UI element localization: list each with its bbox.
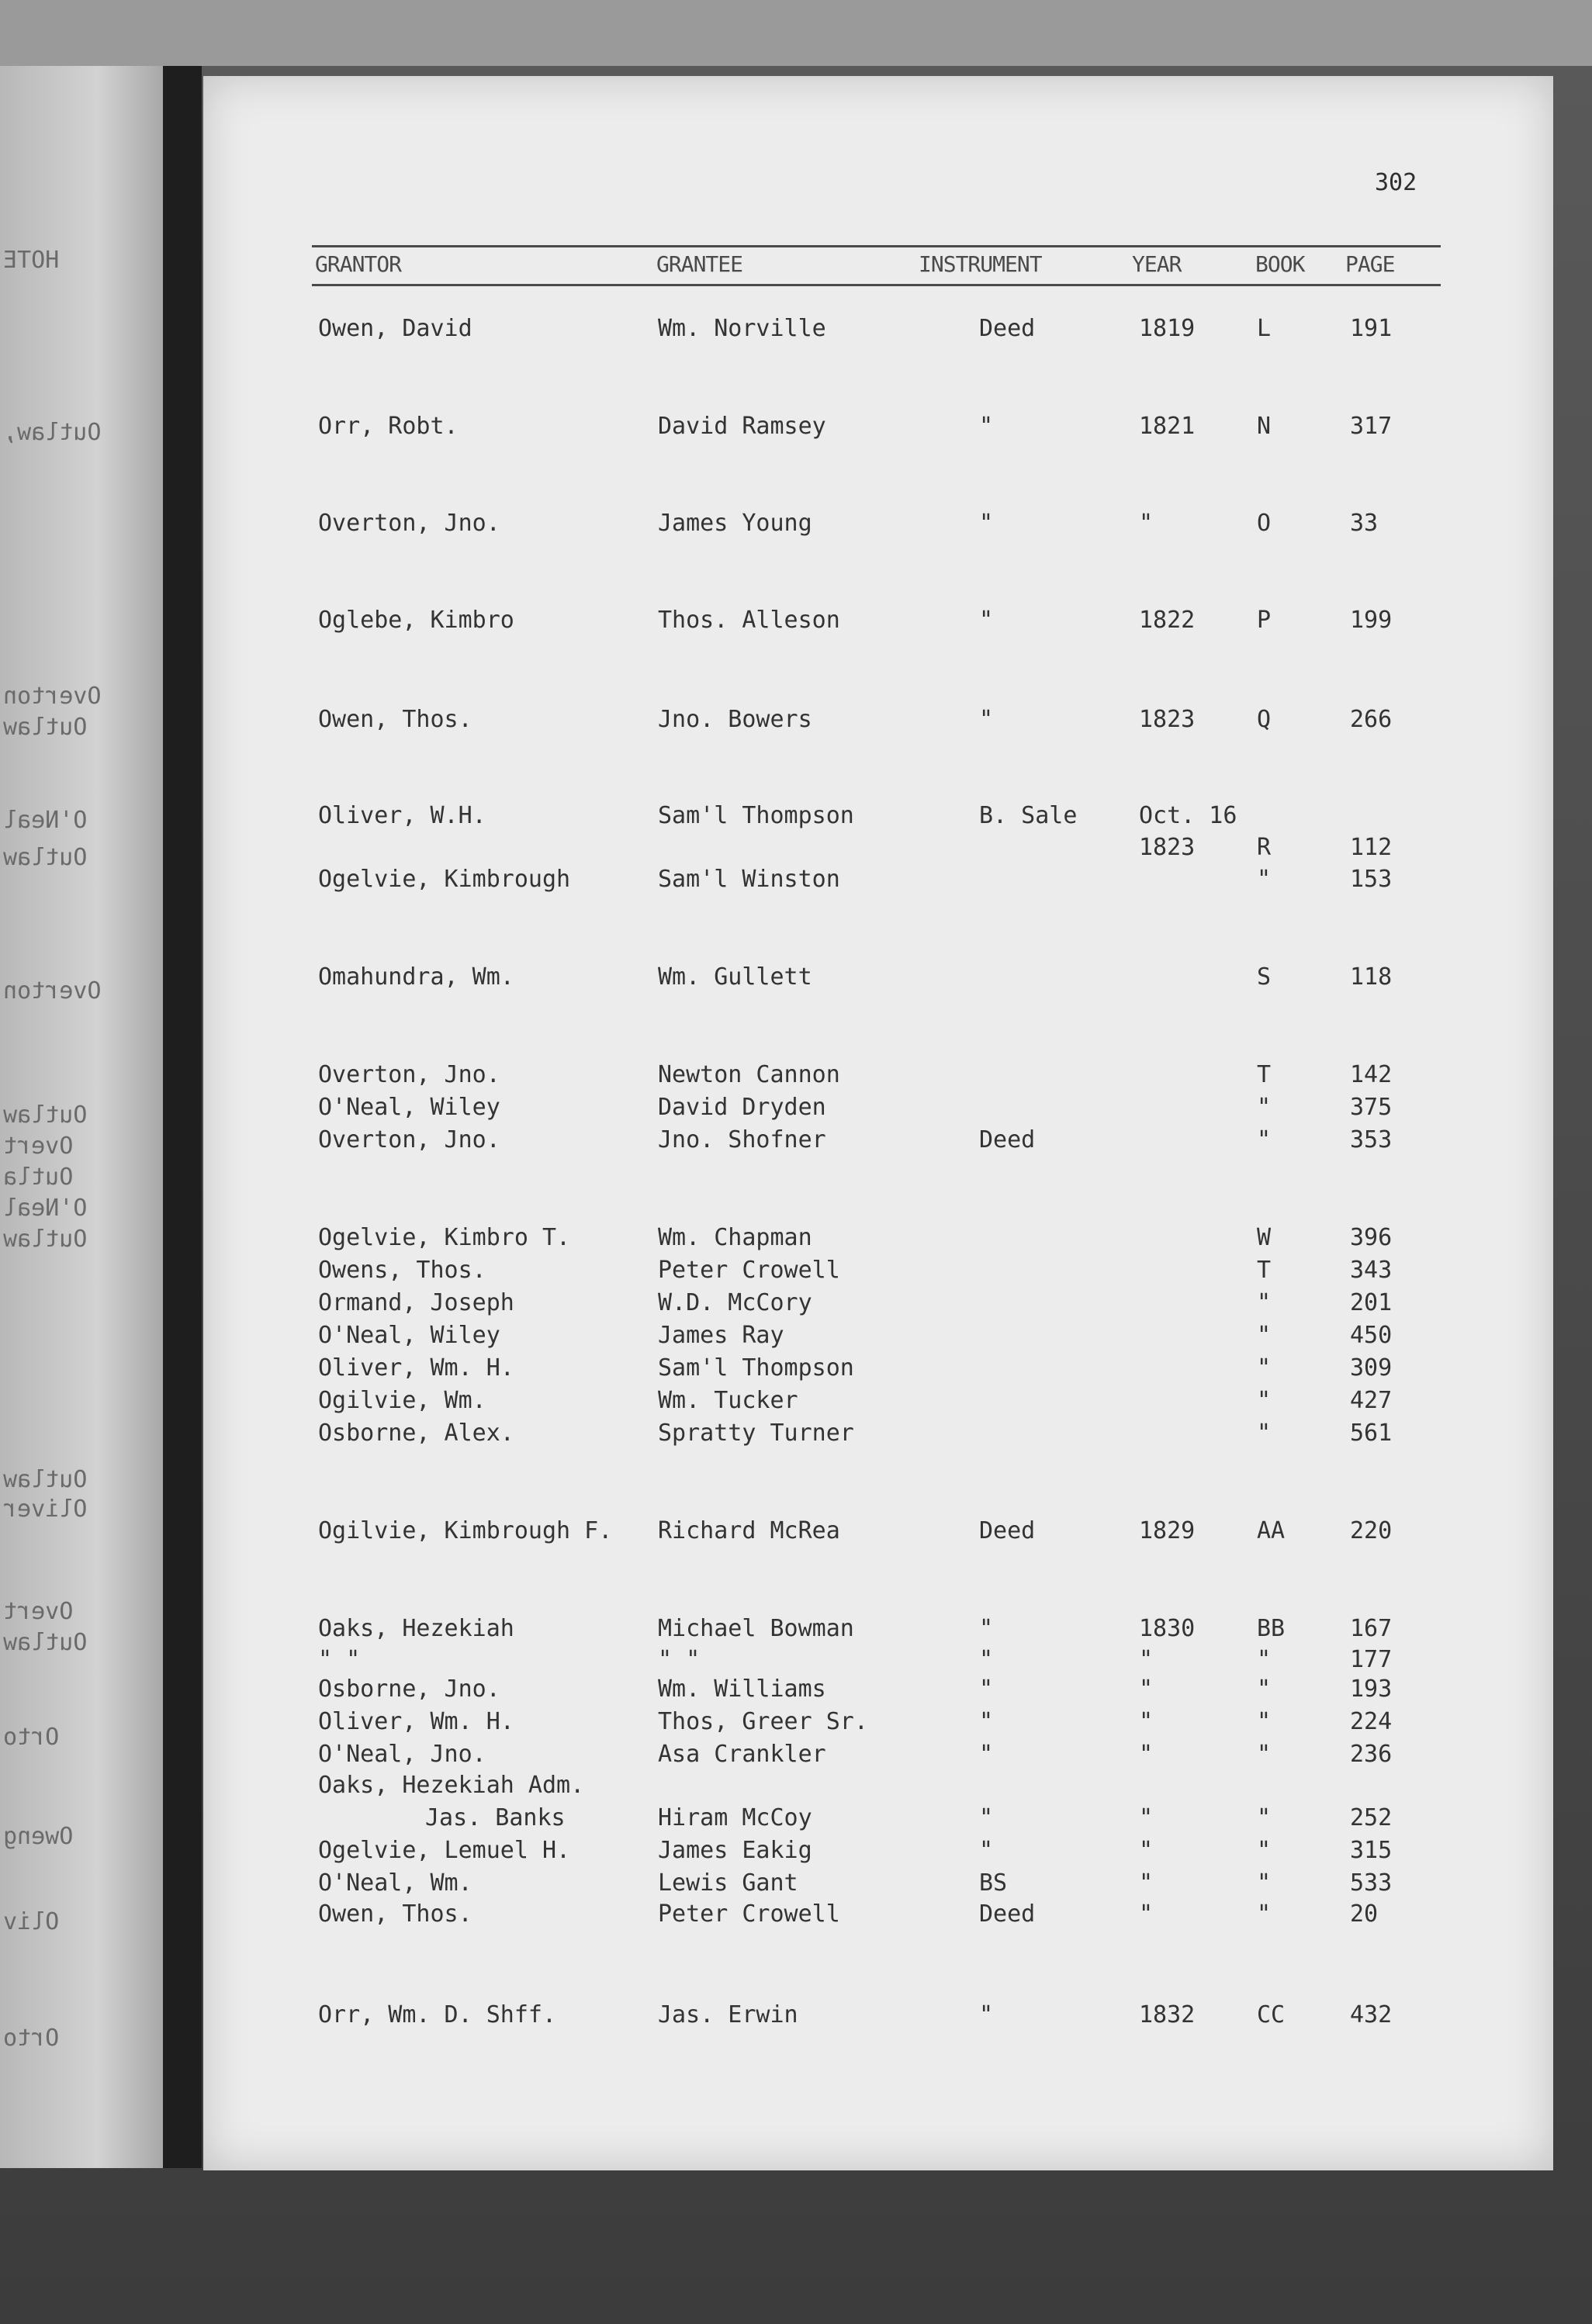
row-23-book: " [1257,1676,1272,1703]
row-2-instrument: " [979,413,994,440]
row-20-grantor: Ogilvie, Kimbrough F. [318,1517,613,1544]
row-25-book: " [1257,1741,1272,1768]
row-24-page: 224 [1350,1708,1393,1735]
column-header-book: BOOK [1255,251,1305,277]
row-28-instrument: " [979,1837,994,1864]
row-5-instrument: " [979,706,994,733]
row-5-year: 1823 [1139,706,1196,733]
column-header-grantee: GRANTEE [656,251,743,277]
row-11-grantee: David Dryden [658,1094,826,1121]
row-30-grantee: Peter Crowell [658,1900,840,1928]
row-13-page: 396 [1350,1224,1393,1251]
row-17-page: 309 [1350,1354,1393,1382]
row-29-year: " [1139,1869,1154,1897]
facing-page-word: Outlaw [3,714,88,741]
row-6-grantee: Sam'l Thompson [658,802,854,829]
row-19-page: 561 [1350,1420,1393,1447]
row-20-instrument: Deed [979,1517,1036,1544]
facing-page-word: HOTE [3,247,60,274]
row-27-grantor: Jas. Banks [425,1804,566,1831]
row-24-grantee: Thos, Greer Sr. [658,1708,868,1735]
facing-page-word: Overton [3,683,102,710]
row-9-grantor: Omahundra, Wm. [318,963,514,991]
row-7-book: R [1257,834,1272,861]
row-18-page: 427 [1350,1387,1393,1414]
row-12-page: 353 [1350,1126,1393,1153]
row-31-grantee: Jas. Erwin [658,2001,798,2028]
row-5-page: 266 [1350,706,1393,733]
row-30-book: " [1257,1900,1272,1928]
row-28-book: " [1257,1837,1272,1864]
row-17-grantor: Oliver, Wm. H. [318,1354,514,1382]
row-16-grantor: O'Neal, Wiley [318,1322,500,1349]
row-31-page: 432 [1350,2001,1393,2028]
facing-page-word: Outla [3,1164,74,1191]
row-5-book: Q [1257,706,1272,733]
row-31-book: CC [1257,2001,1286,2028]
facing-page-word: O'Neal [3,1195,88,1222]
row-23-grantor: Osborne, Jno. [318,1676,500,1703]
row-27-page: 252 [1350,1804,1393,1831]
facing-page-word: Orto [3,1724,60,1751]
row-20-grantee: Richard McRea [658,1517,840,1544]
row-4-grantor: Oglebe, Kimbro [318,607,514,634]
row-16-book: " [1257,1322,1272,1349]
row-19-book: " [1257,1420,1272,1447]
row-27-book: " [1257,1804,1272,1831]
row-22-instrument: " [979,1646,994,1673]
row-4-instrument: " [979,607,994,634]
row-21-instrument: " [979,1615,994,1642]
facing-page-word: Outlaw [3,844,88,871]
book-spine [163,66,202,2168]
facing-page-word: Overt [3,1598,74,1625]
row-15-grantor: Ormand, Joseph [318,1289,514,1316]
row-6-grantor: Oliver, W.H. [318,802,486,829]
row-8-grantor: Ogelvie, Kimbrough [318,866,571,893]
scan-top-edge [0,0,1592,66]
row-24-grantor: Oliver, Wm. H. [318,1708,514,1735]
row-18-grantor: Ogilvie, Wm. [318,1387,486,1414]
row-22-page: 177 [1350,1646,1393,1673]
row-10-grantee: Newton Cannon [658,1061,840,1088]
row-6-instrument: B. Sale [979,802,1078,829]
row-16-grantee: James Ray [658,1322,784,1349]
row-2-year: 1821 [1139,413,1196,440]
row-13-grantor: Ogelvie, Kimbro T. [318,1224,571,1251]
row-16-page: 450 [1350,1322,1393,1349]
row-30-page: 20 [1350,1900,1379,1928]
facing-page-word: Outlaw [3,1629,88,1656]
row-11-book: " [1257,1094,1272,1121]
row-31-grantor: Orr, Wm. D. Shff. [318,2001,557,2028]
row-8-grantee: Sam'l Winston [658,866,840,893]
row-30-year: " [1139,1900,1154,1928]
row-10-grantor: Overton, Jno. [318,1061,500,1088]
row-25-page: 236 [1350,1741,1393,1768]
row-22-book: " [1257,1646,1272,1673]
facing-page-word: Oliv [3,1908,60,1935]
row-30-instrument: Deed [979,1900,1036,1928]
row-21-grantor: Oaks, Hezekiah [318,1615,514,1642]
row-1-grantee: Wm. Norville [658,315,826,342]
row-22-year: " [1139,1646,1154,1673]
row-3-book: O [1257,510,1272,537]
row-4-year: 1822 [1139,607,1196,634]
row-28-grantee: James Eakig [658,1837,812,1864]
row-18-grantee: Wm. Tucker [658,1387,798,1414]
row-29-book: " [1257,1869,1272,1897]
row-21-grantee: Michael Bowman [658,1615,854,1642]
row-4-page: 199 [1350,607,1393,634]
row-25-grantor: O'Neal, Jno. [318,1741,486,1768]
row-12-grantor: Overton, Jno. [318,1126,500,1153]
row-10-page: 142 [1350,1061,1393,1088]
row-29-grantor: O'Neal, Wm. [318,1869,472,1897]
row-23-grantee: Wm. Williams [658,1676,826,1703]
facing-page-word: Outlaw, [3,419,102,446]
row-30-grantor: Owen, Thos. [318,1900,472,1928]
row-12-instrument: Deed [979,1126,1036,1153]
row-20-year: 1829 [1139,1517,1196,1544]
row-29-grantee: Lewis Gant [658,1869,798,1897]
row-29-instrument: BS [979,1869,1008,1897]
row-21-page: 167 [1350,1615,1393,1642]
row-31-year: 1832 [1139,2001,1196,2028]
facing-page-word: Oweng [3,1823,74,1850]
row-22-grantor: " " [318,1646,361,1673]
row-18-book: " [1257,1387,1272,1414]
facing-page-word: Oliver [3,1496,88,1523]
row-20-page: 220 [1350,1517,1393,1544]
row-3-instrument: " [979,510,994,537]
row-14-page: 343 [1350,1257,1393,1284]
row-1-page: 191 [1350,315,1393,342]
facing-page-fragment [0,66,163,2168]
column-header-year: YEAR [1132,251,1182,277]
row-3-grantor: Overton, Jno. [318,510,500,537]
row-3-year: " [1139,510,1154,537]
row-12-grantee: Jno. Shofner [658,1126,826,1153]
row-15-grantee: W.D. McCory [658,1289,812,1316]
facing-page-word: Orto [3,2025,60,2052]
row-7-year: 1823 [1139,834,1196,861]
row-9-page: 118 [1350,963,1393,991]
row-2-book: N [1257,413,1272,440]
row-1-year: 1819 [1139,315,1196,342]
row-6-year: Oct. 16 [1139,802,1237,829]
row-2-grantor: Orr, Robt. [318,413,459,440]
row-2-grantee: David Ramsey [658,413,826,440]
column-header-grantor: GRANTOR [315,251,402,277]
row-28-year: " [1139,1837,1154,1864]
row-15-book: " [1257,1289,1272,1316]
row-9-grantee: Wm. Gullett [658,963,812,991]
row-3-page: 33 [1350,510,1379,537]
row-23-year: " [1139,1676,1154,1703]
facing-page-word: Outlaw [3,1101,88,1129]
row-24-year: " [1139,1708,1154,1735]
row-5-grantor: Owen, Thos. [318,706,472,733]
row-22-grantee: " " [658,1646,701,1673]
row-19-grantee: Spratty Turner [658,1420,854,1447]
row-12-book: " [1257,1126,1272,1153]
row-19-grantor: Osborne, Alex. [318,1420,514,1447]
header-rule-top [312,245,1441,247]
row-8-book: " [1257,866,1272,893]
row-3-grantee: James Young [658,510,812,537]
row-5-grantee: Jno. Bowers [658,706,812,733]
row-28-grantor: Ogelvie, Lemuel H. [318,1837,571,1864]
row-25-year: " [1139,1741,1154,1768]
row-21-year: 1830 [1139,1615,1196,1642]
row-9-book: S [1257,963,1272,991]
column-header-page: PAGE [1345,251,1395,277]
row-31-instrument: " [979,2001,994,2028]
row-23-instrument: " [979,1676,994,1703]
facing-page-word: Outlaw [3,1226,88,1253]
row-17-grantee: Sam'l Thompson [658,1354,854,1382]
header-rule-bottom [312,284,1441,286]
row-21-book: BB [1257,1615,1286,1642]
row-8-page: 153 [1350,866,1393,893]
row-4-book: P [1257,607,1272,634]
row-24-instrument: " [979,1708,994,1735]
row-11-page: 375 [1350,1094,1393,1121]
row-25-instrument: " [979,1741,994,1768]
row-1-grantor: Owen, David [318,315,472,342]
row-20-book: AA [1257,1517,1286,1544]
row-28-page: 315 [1350,1837,1393,1864]
column-header-instrument: INSTRUMENT [919,251,1042,277]
row-1-instrument: Deed [979,315,1036,342]
row-1-book: L [1257,315,1272,342]
row-14-book: T [1257,1257,1272,1284]
facing-page-word: Outlaw [3,1466,88,1493]
row-4-grantee: Thos. Alleson [658,607,840,634]
row-26-grantor: Oaks, Hezekiah Adm. [318,1772,585,1799]
row-27-grantee: Hiram McCoy [658,1804,812,1831]
row-17-book: " [1257,1354,1272,1382]
row-27-instrument: " [979,1804,994,1831]
row-15-page: 201 [1350,1289,1393,1316]
row-27-year: " [1139,1804,1154,1831]
row-13-grantee: Wm. Chapman [658,1224,812,1251]
row-14-grantee: Peter Crowell [658,1257,840,1284]
row-29-page: 533 [1350,1869,1393,1897]
facing-page-word: Overt [3,1133,74,1160]
row-14-grantor: Owens, Thos. [318,1257,486,1284]
facing-page-word: Overton [3,977,102,1005]
row-7-page: 112 [1350,834,1393,861]
row-2-page: 317 [1350,413,1393,440]
row-10-book: T [1257,1061,1272,1088]
row-23-page: 193 [1350,1676,1393,1703]
row-11-grantor: O'Neal, Wiley [318,1094,500,1121]
page-number: 302 [1375,169,1417,196]
row-24-book: " [1257,1708,1272,1735]
row-13-book: W [1257,1224,1272,1251]
row-25-grantee: Asa Crankler [658,1741,826,1768]
facing-page-word: O'Neal [3,807,88,834]
